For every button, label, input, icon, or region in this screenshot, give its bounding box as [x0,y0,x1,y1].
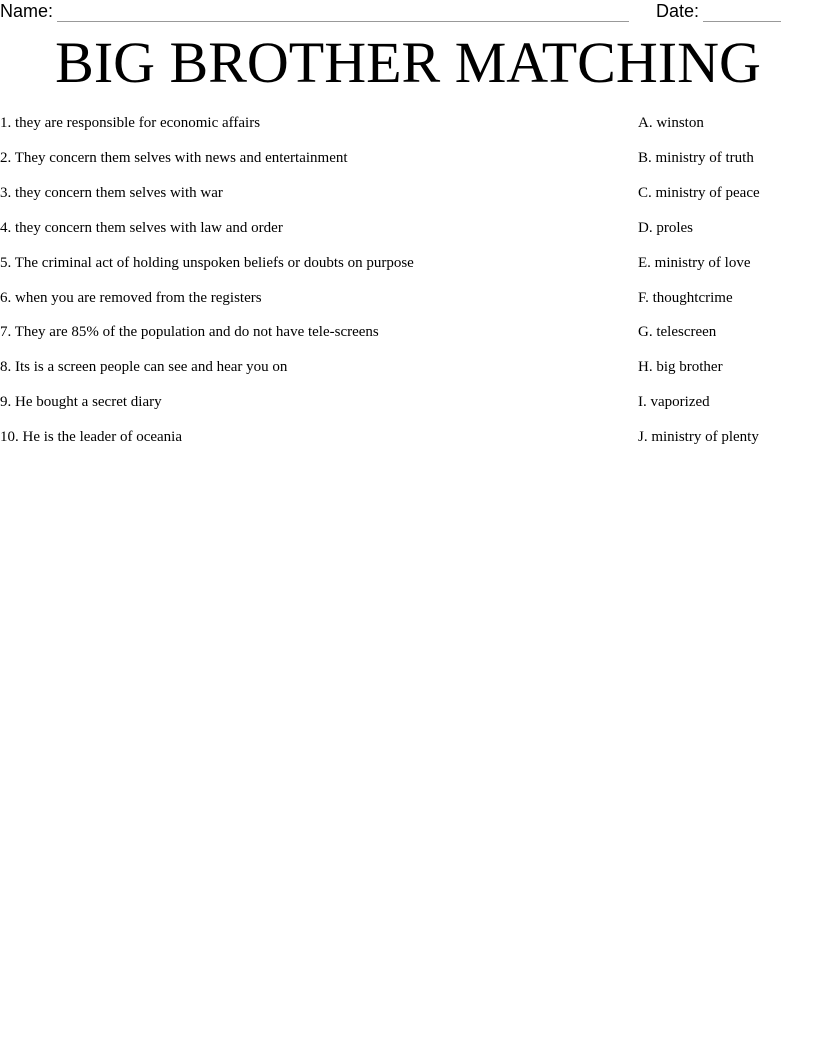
date-field[interactable] [656,0,781,22]
question-item: 10. He is the leader of oceania [0,429,182,446]
date-label: Date: [656,1,700,21]
answer-item: C. ministry of peace [638,184,760,201]
answer-item: E. ministry of love [638,254,751,271]
question-item: 5. The criminal act of holding unspoken beliefs or doubts on purpose [0,254,414,271]
answer-item: H. big brother [638,359,723,376]
question-item: 2. They concern them selves with news and entertainment [0,149,348,166]
answer-item: I. vaporized [638,394,710,411]
question-item: 9. He bought a secret diary [0,394,162,411]
date-blank-line[interactable] [703,4,781,22]
page-title: BIG BROTHER MATCHING [55,30,761,95]
question-item: 1. they are responsible for economic affairs [0,115,261,131]
answer-item: D. proles [638,219,693,236]
question-item: 8. Its is a screen people can see and hear you on [0,359,288,376]
question-item: 4. they concern them selves with law and order [0,219,283,236]
question-item: 7. They are 85% of the population and do not have tele-screens [0,324,379,341]
answer-item: B. ministry of truth [638,149,754,166]
answer-item: G. telescreen [638,324,717,341]
answer-item: J. ministry of plenty [638,429,759,446]
name-label: Name: [0,1,54,21]
answer-item: F. thoughtcrime [638,289,733,306]
answer-item: A. winston [638,115,704,131]
name-field[interactable] [0,0,629,22]
question-item: 6. when you are removed from the registers [0,289,262,306]
name-blank-line[interactable] [57,4,629,22]
question-item: 3. they concern them selves with war [0,184,223,201]
